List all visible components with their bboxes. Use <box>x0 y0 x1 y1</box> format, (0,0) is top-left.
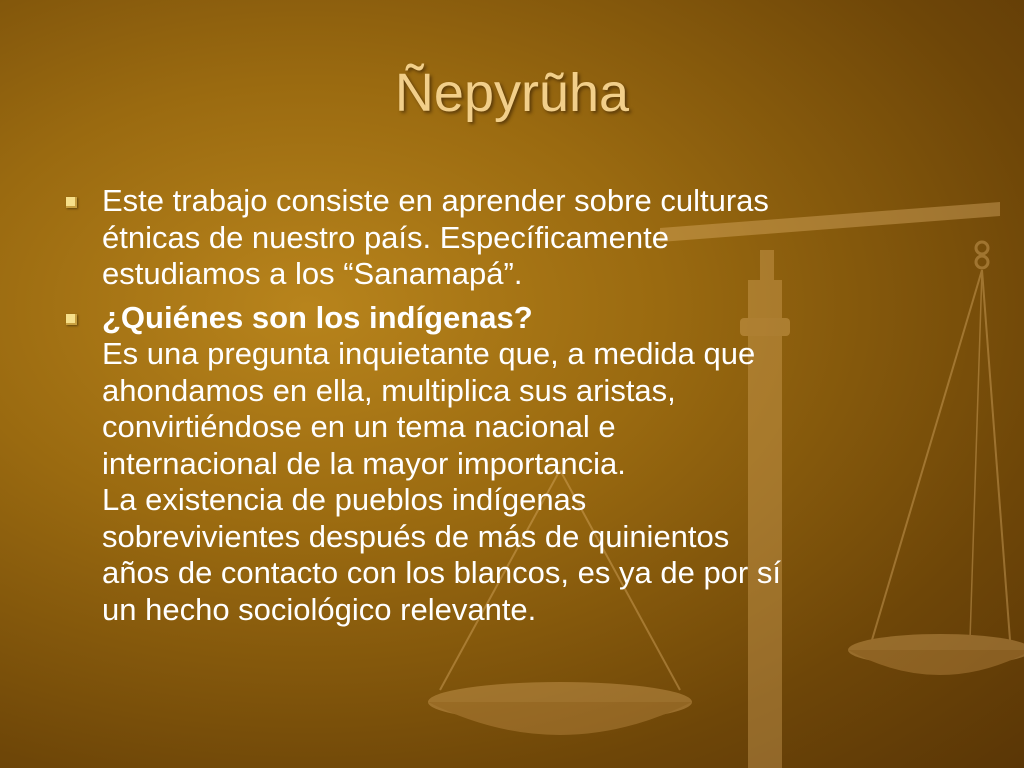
bullet-text-line: sobrevivientes después de más de quinientos <box>102 518 730 554</box>
slide-title: Ñepyrũha <box>394 63 630 123</box>
bullet-text-line: años de contacto con los blancos, es ya de por sí <box>102 555 781 590</box>
bullet-text-line: un hecho sociológico relevante. <box>102 591 537 627</box>
bullet-text-line: Este trabajo consiste en aprender sobre culturas <box>102 183 769 218</box>
bullet-text-line: étnicas de nuestro país. Específicamente <box>102 219 669 255</box>
bullet-text-line: Es una pregunta inquietante que, a medida que <box>102 336 756 371</box>
bullet-marker <box>66 314 77 325</box>
bullet-text-line: internacional de la mayor importancia. <box>102 445 626 481</box>
slide-content <box>58 183 978 635</box>
bullet-item-indigenas <box>58 300 978 629</box>
bullet-text-line: estudiamos a los “Sanamapá”. <box>102 256 523 291</box>
bullet-item-intro <box>58 183 978 293</box>
bullet-text-line: convirtiéndose en un tema nacional e <box>102 409 616 444</box>
bullet-heading: ¿Quiénes son los indígenas? <box>102 299 533 335</box>
bullet-text-line: La existencia de pueblos indígenas <box>102 482 587 517</box>
bullet-marker <box>66 197 77 208</box>
bullet-text-line: ahondamos en ella, multiplica sus aristas, <box>102 372 676 408</box>
